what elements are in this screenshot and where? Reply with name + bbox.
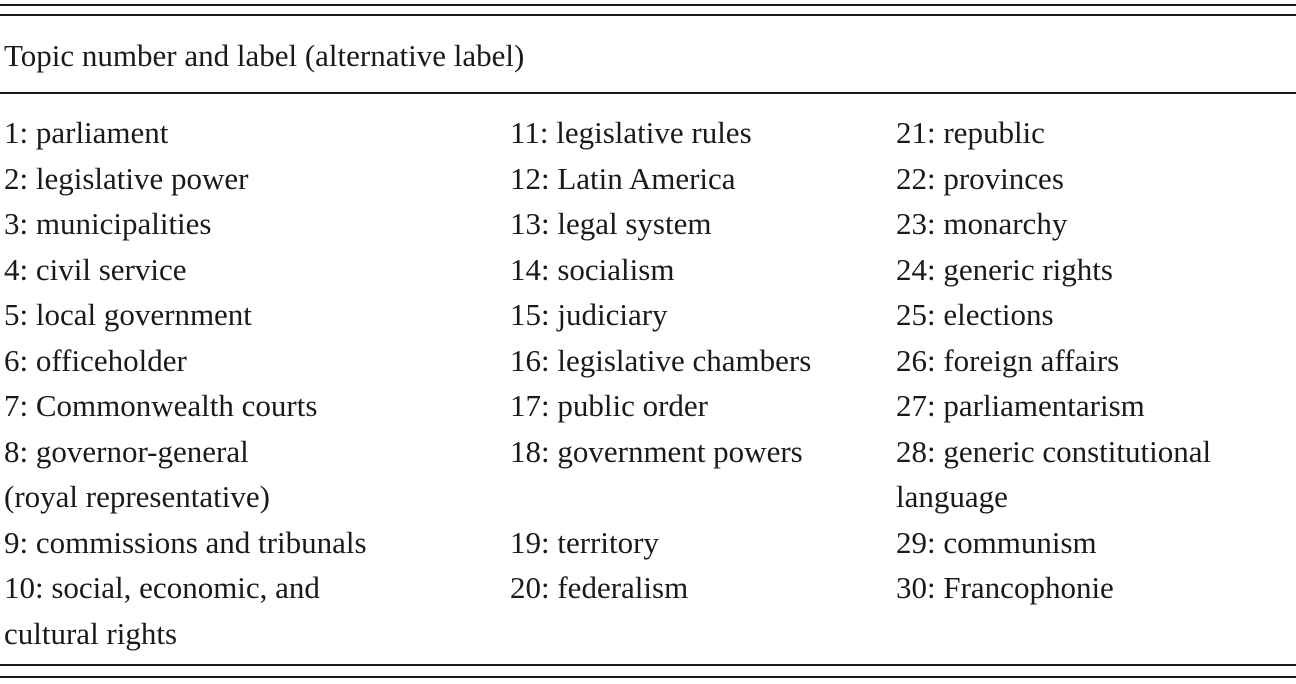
- topic-column-1: [4, 110, 504, 656]
- topic-item: 30: Francophonie: [896, 570, 1114, 605]
- topic-item: 11: legislative rules: [510, 115, 752, 150]
- table-top-rule-inner: [0, 14, 1296, 16]
- table-bottom-rule-inner: [0, 664, 1296, 666]
- topic-column-2: [510, 110, 890, 611]
- table-bottom-rule-outer: [0, 676, 1296, 678]
- topic-item: 8: governor-general (royal representative): [4, 433, 270, 514]
- topic-item: 13: legal system: [510, 206, 712, 241]
- topic-item: 24: generic rights: [896, 251, 1113, 287]
- header-rule: [0, 92, 1296, 94]
- topic-item: 20: federalism: [510, 570, 689, 605]
- topic-item: 2: legislative power: [4, 160, 249, 196]
- topic-item: 27: parliamentarism: [896, 388, 1145, 423]
- topic-item: 28: generic constitutional language: [896, 433, 1212, 514]
- topic-item: 6: officeholder: [4, 342, 187, 378]
- topic-item: 21: republic: [896, 115, 1045, 150]
- topic-column-3: [896, 110, 1294, 611]
- topic-item: 25: elections: [896, 297, 1054, 332]
- topic-item: 17: public order: [510, 388, 709, 423]
- topic-item: 23: monarchy: [896, 206, 1068, 241]
- topic-item: 29: communism: [896, 524, 1097, 560]
- table-header: Topic number and label (alternative label): [4, 38, 525, 73]
- topic-item: 7: Commonwealth courts: [4, 388, 318, 423]
- topic-item: 26: foreign affairs: [896, 342, 1120, 378]
- topic-item: 5: local government: [4, 297, 252, 332]
- topic-item: 10: social, economic, and cultural rights: [4, 570, 320, 651]
- topic-item: 9: commissions and tribunals: [4, 524, 367, 560]
- topic-item: 12: Latin America: [510, 160, 736, 196]
- topic-item: 18: government powers: [510, 433, 803, 469]
- topic-item: 15: judiciary: [510, 297, 668, 332]
- topic-item: 1: parliament: [4, 115, 169, 150]
- table-top-rule-outer: [0, 4, 1296, 6]
- topic-item: 16: legislative chambers: [510, 342, 812, 378]
- topic-item: 3: municipalities: [4, 206, 212, 241]
- topic-item: 14: socialism: [510, 251, 675, 287]
- topic-item: 22: provinces: [896, 160, 1064, 196]
- topic-item: 4: civil service: [4, 251, 187, 287]
- topic-item: 19: territory: [510, 524, 659, 560]
